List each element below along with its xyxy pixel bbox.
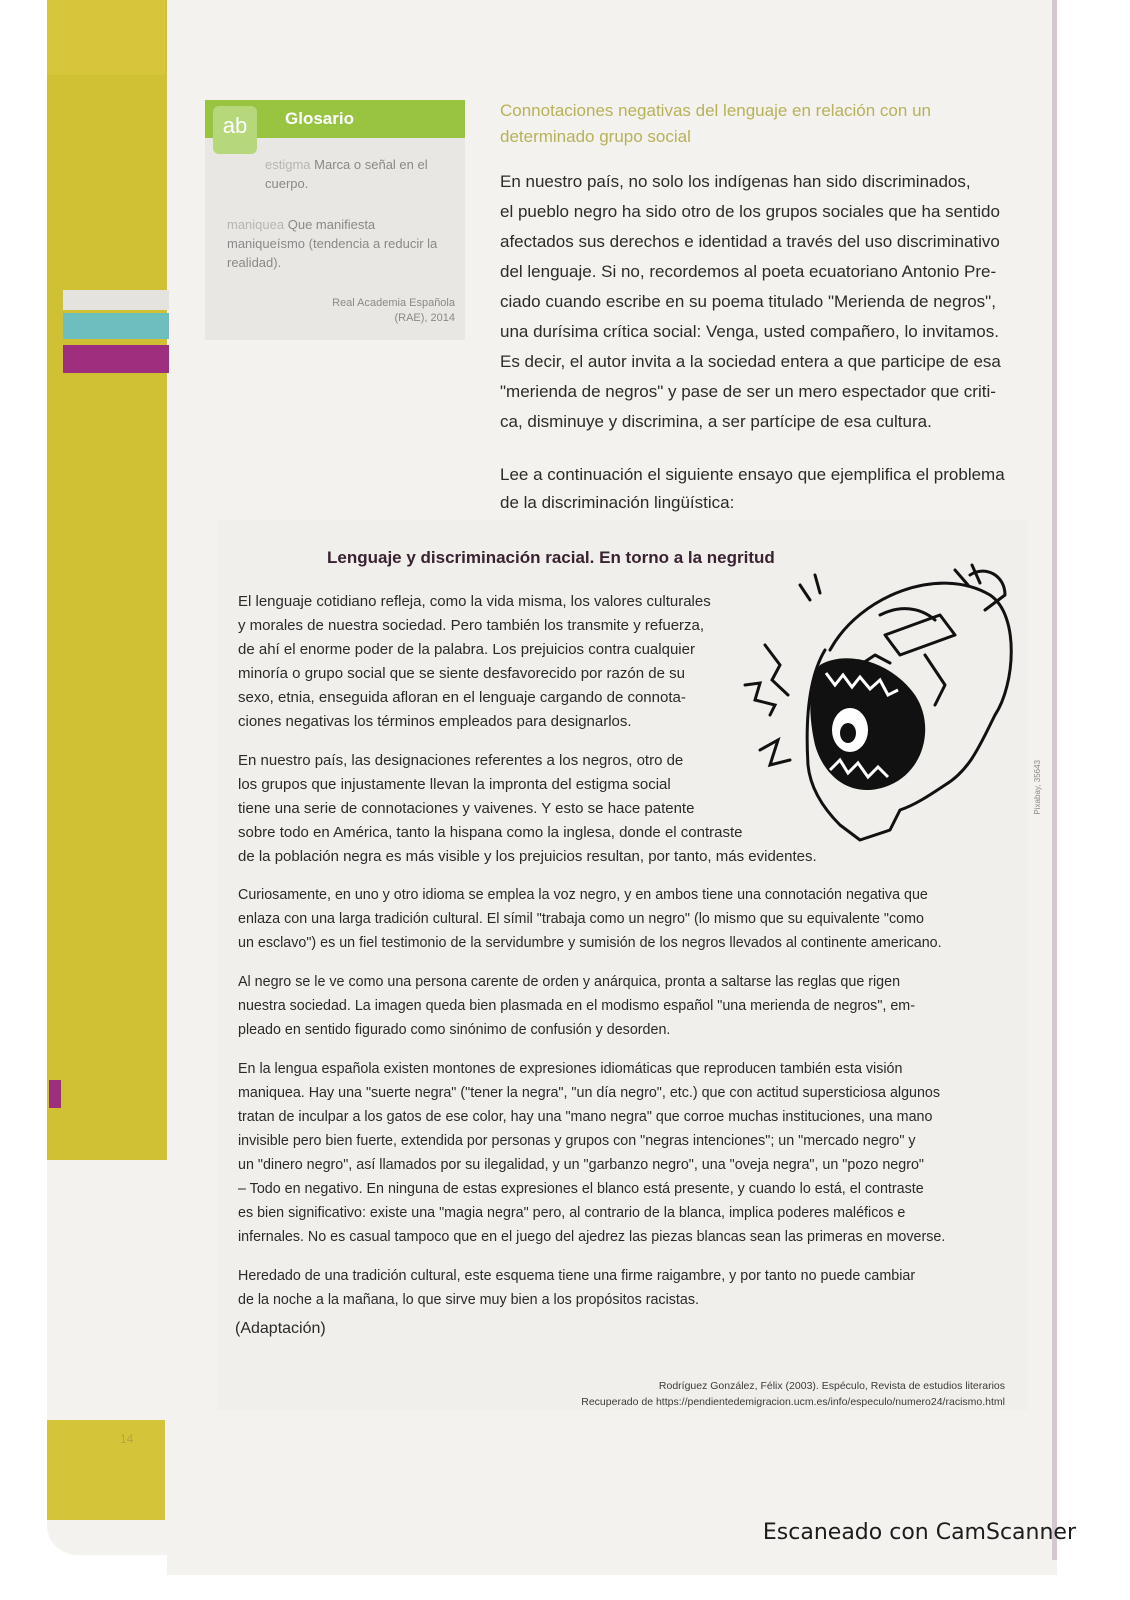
screaming-face-illustration bbox=[740, 555, 1020, 855]
essay-line: infernales. No es casual tampoco que en el juego del ajedrez las piezas blancas sean las primeras en moverse. bbox=[238, 1229, 946, 1245]
essay-line: Heredado de una tradición cultural, este esquema tiene una firme raigambre, y por tanto no puede cambiar bbox=[238, 1268, 916, 1284]
glossary-source-line: Real Academia Española bbox=[332, 297, 455, 309]
essay-line: un esclavo") es un fiel testimonio de la servidumbre y sumisión de los negros llevados al continente americano. bbox=[238, 935, 942, 951]
glossary-source-line: (RAE), 2014 bbox=[394, 312, 455, 324]
essay-line: y morales de nuestra sociedad. Pero también los transmite y refuerza, bbox=[238, 617, 705, 634]
body-line: del lenguaje. Si no, recordemos al poeta ecuatoriano Antonio Pre- bbox=[500, 262, 997, 281]
essay-line: tiene una serie de connotaciones y vaivenes. Y esto se hace patente bbox=[238, 800, 695, 817]
body-line: "merienda de negros" y pase de ser un mero espectador que criti- bbox=[500, 382, 996, 401]
essay-line: El lenguaje cotidiano refleja, como la vida misma, los valores culturales bbox=[238, 593, 711, 610]
essay-line: Al negro se le ve como una persona carente de orden y anárquica, pronta a saltarse las reglas que rigen bbox=[238, 974, 901, 990]
essay-line: de ahí el enorme poder de la palabra. Los prejuicios contra cualquier bbox=[238, 641, 695, 658]
essay-line: enlaza con una larga tradición cultural. El símil "trabaja como un negro" (lo mismo que su equivalente "como bbox=[238, 911, 924, 927]
body-line: Lee a continuación el siguiente ensayo que ejemplifica el problema bbox=[500, 465, 1005, 484]
essay-line: minoría o grupo social que se siente desfavorecido por razón de su bbox=[238, 665, 685, 682]
camscanner-watermark: Escaneado con CamScanner bbox=[762, 1520, 1076, 1545]
page-number: 14 bbox=[120, 1432, 134, 1446]
glossary-entry-maniquea bbox=[227, 215, 452, 272]
glossary-term: maniquea bbox=[227, 217, 285, 232]
body-line: Es decir, el autor invita a la sociedad entera a que participe de esa bbox=[500, 352, 1001, 371]
glossary-title: Glosario bbox=[285, 109, 354, 128]
essay-line: sexo, etnia, enseguida afloran en el lenguaje cargando de connota- bbox=[238, 689, 686, 706]
essay-line: invisible pero bien fuerte, extendida por personas y grupos con "negras intenciones"; un "mercado negro" y bbox=[238, 1133, 916, 1149]
essay-line: Curiosamente, en uno y otro idioma se emplea la voz negro, y en ambos tiene una connotación negativa que bbox=[238, 887, 928, 903]
essay-line: un "dinero negro", así llamados por su ilegalidad, y un "garbanzo negro", una "oveja negra", un "pozo negro" bbox=[238, 1157, 924, 1173]
essay-line: sobre todo en América, tanto la hispana como la inglesa, donde el contraste bbox=[238, 824, 743, 841]
essay-line: los grupos que injustamente llevan la impronta del estigma social bbox=[238, 776, 671, 793]
decor-tab-magenta bbox=[49, 1080, 61, 1108]
body-line: En nuestro país, no solo los indígenas han sido discriminados, bbox=[500, 172, 971, 191]
essay-line: tratan de inculpar a los gatos de ese color, hay una "mano negra" que corroe muchas instituciones, una mano bbox=[238, 1109, 933, 1125]
glossary-box bbox=[205, 100, 465, 340]
essay-line: – Todo en negativo. En ninguna de estas expresiones el blanco está presente, y cuando lo está, el contraste bbox=[238, 1181, 924, 1197]
glossary-entry-estigma bbox=[265, 155, 460, 193]
decor-stripe-gray bbox=[63, 290, 169, 310]
essay-line: pleado en sentido figurado como sinónimo de confusión y desorden. bbox=[238, 1022, 671, 1038]
section-title-line: determinado grupo social bbox=[500, 127, 691, 146]
glossary-term: estigma bbox=[265, 157, 311, 172]
essay-line: de la noche a la mañana, lo que sirve muy bien a los propósitos racistas. bbox=[238, 1292, 699, 1308]
essay-line: de la población negra es más visible y los prejuicios resultan, por tanto, más evidentes. bbox=[238, 848, 817, 865]
body-line: de la discriminación lingüística: bbox=[500, 493, 735, 512]
yellow-margin-band bbox=[47, 0, 167, 1160]
essay-line: En nuestro país, las designaciones referentes a los negros, otro de bbox=[238, 752, 684, 769]
essay-credit-url: Recuperado de https://pendientedemigracion.ucm.es/info/especulo/numero24/racismo.html bbox=[581, 1396, 1005, 1408]
body-line: ca, disminuye y discrimina, a ser partícipe de esa cultura. bbox=[500, 412, 932, 431]
decor-stripe-teal bbox=[63, 313, 169, 339]
essay-line: maniquea. Hay una "suerte negra" ("tener la negra", "un día negro", etc.) que con actitud supersticiosa algunos bbox=[238, 1085, 941, 1101]
essay-title: Lenguaje y discriminación racial. En torno a la negritud bbox=[327, 548, 775, 567]
essay-credit-line: Rodríguez González, Félix (2003). Espéculo, Revista de estudios literarios bbox=[658, 1380, 1005, 1392]
glossary-definition: Que manifiesta maniqueísmo (tendencia a reducir la realidad). bbox=[227, 217, 438, 270]
glossary-definition: Marca o señal en el cuerpo. bbox=[265, 157, 428, 191]
essay-line: ciones negativas los términos empleados para designarlos. bbox=[238, 713, 632, 730]
section-title-line: Connotaciones negativas del lenguaje en relación con un bbox=[500, 101, 931, 120]
essay-line: nuestra sociedad. La imagen queda bien plasmada en el modismo español "una merienda de negros", em- bbox=[238, 998, 915, 1014]
section-title bbox=[500, 98, 1010, 150]
body-line: una durísima crítica social: Venga, usted compañero, lo invitamos. bbox=[500, 322, 999, 341]
essay-line: En la lengua española existen montones de expresiones idiomáticas que reproducen también esta visión bbox=[238, 1061, 903, 1077]
essay-line: es bien significativo: existe una "magia negra" pero, al contrario de la blanca, implica poderes maléficos e bbox=[238, 1205, 906, 1221]
decor-stripe-magenta bbox=[63, 345, 169, 373]
body-line: ciado cuando escribe en su poema titulado "Merienda de negros", bbox=[500, 292, 996, 311]
glossary-icon: ab bbox=[213, 106, 257, 154]
yellow-footer-block bbox=[47, 1420, 165, 1520]
body-line: el pueblo negro ha sido otro de los grupos sociales que ha sentido bbox=[500, 202, 1000, 221]
photo-credit: Pixabay, 35643 bbox=[1033, 760, 1042, 815]
yellow-top-block bbox=[47, 0, 165, 75]
body-line: afectados sus derechos e identidad a través del uso discriminativo bbox=[500, 232, 1000, 251]
glossary-source bbox=[305, 296, 455, 326]
page-edge bbox=[1052, 0, 1057, 1560]
adaptation-note: (Adaptación) bbox=[235, 1320, 326, 1337]
